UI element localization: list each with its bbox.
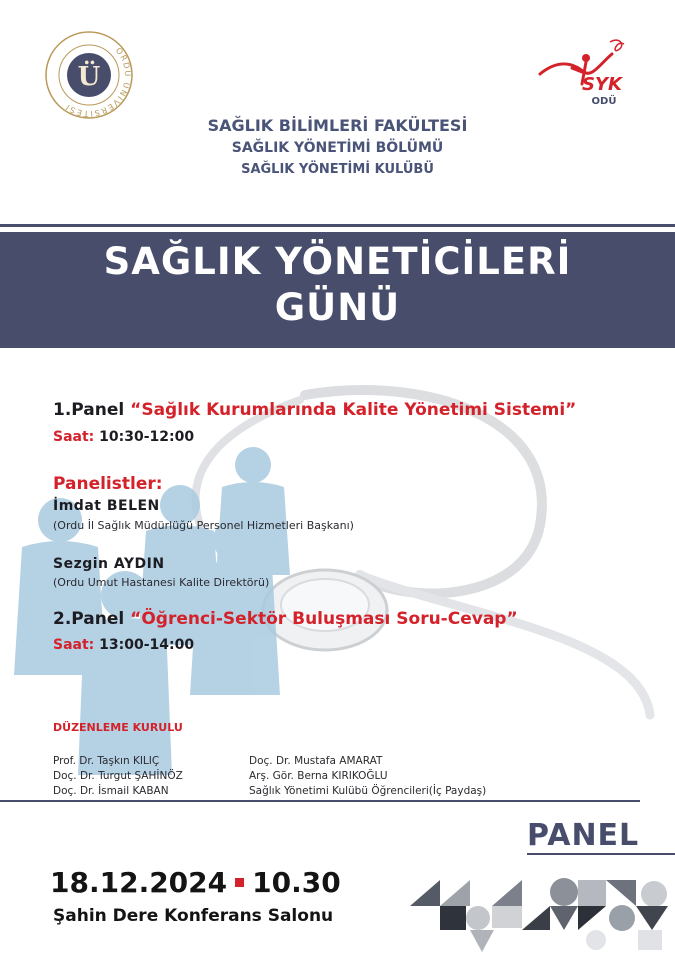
- panelist-2-role: (Ordu Umut Hastanesi Kalite Direktörü): [53, 576, 270, 589]
- club-name: SAĞLIK YÖNETİMİ KULÜBÜ: [241, 162, 434, 177]
- panel-2-heading: [53, 609, 518, 629]
- date-separator-square: [235, 878, 244, 887]
- panel-1-label: 1.Panel: [53, 400, 125, 420]
- title-banner: [0, 232, 675, 348]
- panel-tag-underline: [527, 853, 675, 855]
- committee-member: Prof. Dr. Taşkın KILIÇ: [53, 755, 160, 767]
- event-title-line-1: SAĞLIK YÖNETİCİLERİ: [103, 240, 572, 283]
- panel-1-heading: [53, 400, 576, 420]
- panelist-2-name: Sezgin AYDIN: [53, 556, 165, 572]
- event-date-time: [50, 866, 341, 899]
- university-monogram: Ü: [77, 62, 101, 92]
- committee-divider: [0, 800, 640, 802]
- banner-top-rule: [0, 224, 675, 227]
- event-time: 10.30: [252, 866, 341, 899]
- committee-member: Doç. Dr. Turgut ŞAHİNÖZ: [53, 770, 183, 782]
- department-name: SAĞLIK YÖNETİMİ BÖLÜMÜ: [231, 140, 444, 156]
- panel-2-time-label: Saat:: [53, 637, 95, 653]
- committee-member: Doç. Dr. İsmail KABAN: [53, 785, 169, 797]
- university-ring-text: ORDU ÜNİVERSİTESİ: [63, 46, 133, 119]
- club-logo-subtext: ODÜ: [591, 96, 617, 107]
- event-venue: Şahin Dere Konferans Salonu: [53, 906, 334, 926]
- panel-1-time-label: Saat:: [53, 429, 95, 445]
- panelist-1-name: İmdat BELEN: [53, 498, 160, 514]
- geometric-pattern: [410, 866, 675, 953]
- panelist-1-role: (Ordu İl Sağlık Müdürlüğü Personel Hizmetleri Başkanı): [53, 519, 354, 532]
- committee-left-column: [53, 754, 183, 799]
- event-date: 18.12.2024: [50, 866, 228, 899]
- university-logo: [44, 30, 134, 120]
- panel-2-time: [53, 637, 194, 653]
- committee-member: Sağlık Yönetimi Kulübü Öğrencileri(İç Paydaş): [249, 785, 487, 797]
- committee-member: Arş. Gör. Berna KIRIKOĞLU: [249, 770, 388, 782]
- event-title-line-2: GÜNÜ: [274, 286, 401, 329]
- panel-2-time-value: 13:00-14:00: [99, 637, 195, 653]
- panelists-title: Panelistler:: [53, 474, 163, 494]
- faculty-name: SAĞLIK BİLİMLERİ FAKÜLTESİ: [207, 116, 468, 135]
- club-logo-text: SYK: [582, 74, 622, 95]
- committee-title: DÜZENLEME KURULU: [53, 721, 183, 734]
- panel-1-time-value: 10:30-12:00: [99, 429, 195, 445]
- panel-2-label: 2.Panel: [53, 609, 125, 629]
- committee-right-column: [249, 754, 486, 799]
- panel-1-time: [53, 429, 194, 445]
- panel-tag: PANEL: [527, 818, 640, 853]
- club-logo: [532, 32, 632, 112]
- committee-member: Doç. Dr. Mustafa AMARAT: [249, 755, 383, 767]
- panel-1-topic: “Sağlık Kurumlarında Kalite Yönetimi Sistemi”: [130, 400, 577, 420]
- panel-2-topic: “Öğrenci-Sektör Buluşması Soru-Cevap”: [130, 609, 518, 629]
